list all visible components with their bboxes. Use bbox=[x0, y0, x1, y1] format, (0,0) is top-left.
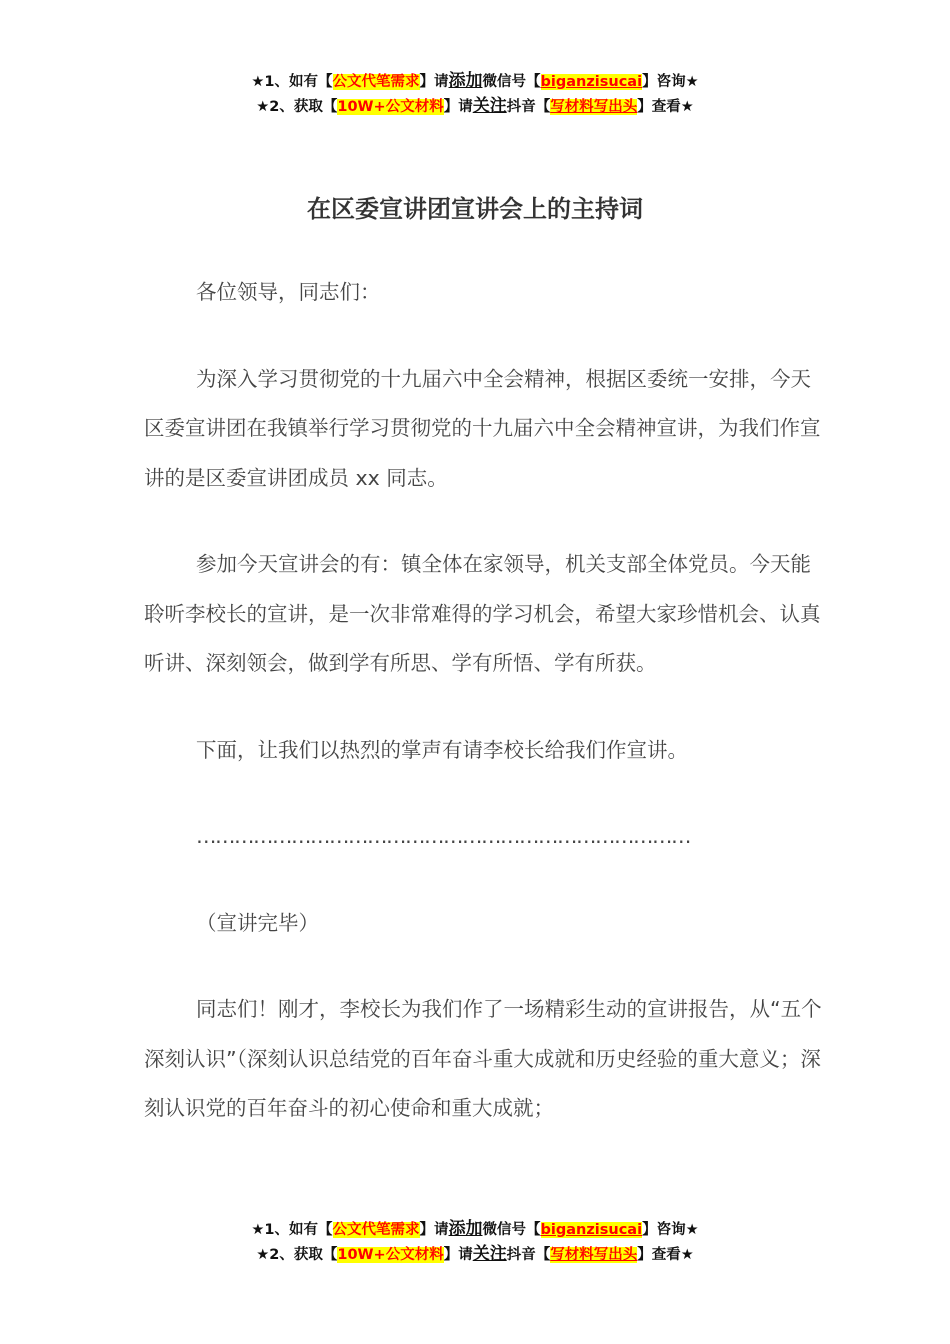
paragraph: 同志们！刚才，李校长为我们作了一场精彩生动的宣讲报告，从“五个深刻认识”（深刻认识总结党的百年奋斗重大成就和历史经验的重大意义；深刻认识党的百年奋斗的初心使命和重大成就； bbox=[144, 997, 822, 1120]
paragraph: 下面，让我们以热烈的掌声有请李校长给我们作宣讲。 bbox=[196, 737, 688, 762]
highlight-service: 公文代笔需求 bbox=[332, 1222, 420, 1238]
document-title: 在区委宣讲团宣讲会上的主持词 bbox=[307, 195, 643, 223]
emphasis-add: 添加 bbox=[448, 71, 483, 91]
document-body bbox=[144, 268, 824, 1171]
banner-text: ★2、获取【 bbox=[256, 1247, 338, 1263]
douyin-account: 写材料写出头 bbox=[550, 99, 638, 115]
footer-banner bbox=[0, 1217, 950, 1267]
banner-line-2 bbox=[0, 1242, 950, 1267]
banner-text: 】查看★ bbox=[637, 99, 694, 115]
paragraph: 为深入学习贯彻党的十九届六中全会精神，根据区委统一安排，今天区委宣讲团在我镇举行学习贯彻党的十九届六中全会精神宣讲，为我们作宣讲的是区委宣讲团成员 xx 同志。 bbox=[144, 366, 821, 490]
banner-text: 抖音【 bbox=[506, 1247, 551, 1263]
banner-text: 】请 bbox=[419, 1222, 449, 1238]
banner-text: 微信号【 bbox=[482, 1222, 541, 1238]
douyin-account: 写材料写出头 bbox=[550, 1247, 638, 1263]
banner-text: 】咨询★ bbox=[642, 74, 699, 90]
banner-line-1 bbox=[0, 1217, 950, 1242]
banner-text: ★1、如有【 bbox=[251, 74, 333, 90]
emphasis-follow: 关注 bbox=[472, 96, 507, 116]
paragraph: 参加今天宣讲会的有：镇全体在家领导，机关支部全体党员。今天能聆听李校长的宣讲，是一次非常难得的学习机会，希望大家珍惜机会、认真听讲、深刻领会，做到学有所思、学有所悟、学有所获。 bbox=[144, 552, 821, 675]
highlight-materials: 10W+公文材料 bbox=[337, 1247, 444, 1263]
paragraph-salutation: 各位领导，同志们： bbox=[196, 280, 381, 304]
banner-text: 】查看★ bbox=[637, 1247, 694, 1263]
highlight-materials: 10W+公文材料 bbox=[337, 99, 444, 115]
banner-line-1 bbox=[0, 69, 950, 94]
emphasis-follow: 关注 bbox=[472, 1244, 507, 1264]
ellipsis-separator: …………………………………………………………………… bbox=[196, 824, 690, 848]
banner-text: 】请 bbox=[443, 99, 473, 115]
wechat-id: biganzisucai bbox=[540, 74, 643, 90]
banner-text: 】请 bbox=[419, 74, 449, 90]
emphasis-add: 添加 bbox=[448, 1219, 483, 1239]
banner-text: 抖音【 bbox=[506, 99, 551, 115]
wechat-id: biganzisucai bbox=[540, 1222, 643, 1238]
banner-text: 】咨询★ bbox=[642, 1222, 699, 1238]
banner-text: 】请 bbox=[443, 1247, 473, 1263]
banner-line-2 bbox=[0, 94, 950, 119]
banner-text: ★2、获取【 bbox=[256, 99, 338, 115]
highlight-service: 公文代笔需求 bbox=[332, 74, 420, 90]
banner-text: 微信号【 bbox=[482, 74, 541, 90]
header-banner bbox=[0, 69, 950, 119]
banner-text: ★1、如有【 bbox=[251, 1222, 333, 1238]
paragraph-note: （宣讲完毕） bbox=[196, 910, 319, 935]
